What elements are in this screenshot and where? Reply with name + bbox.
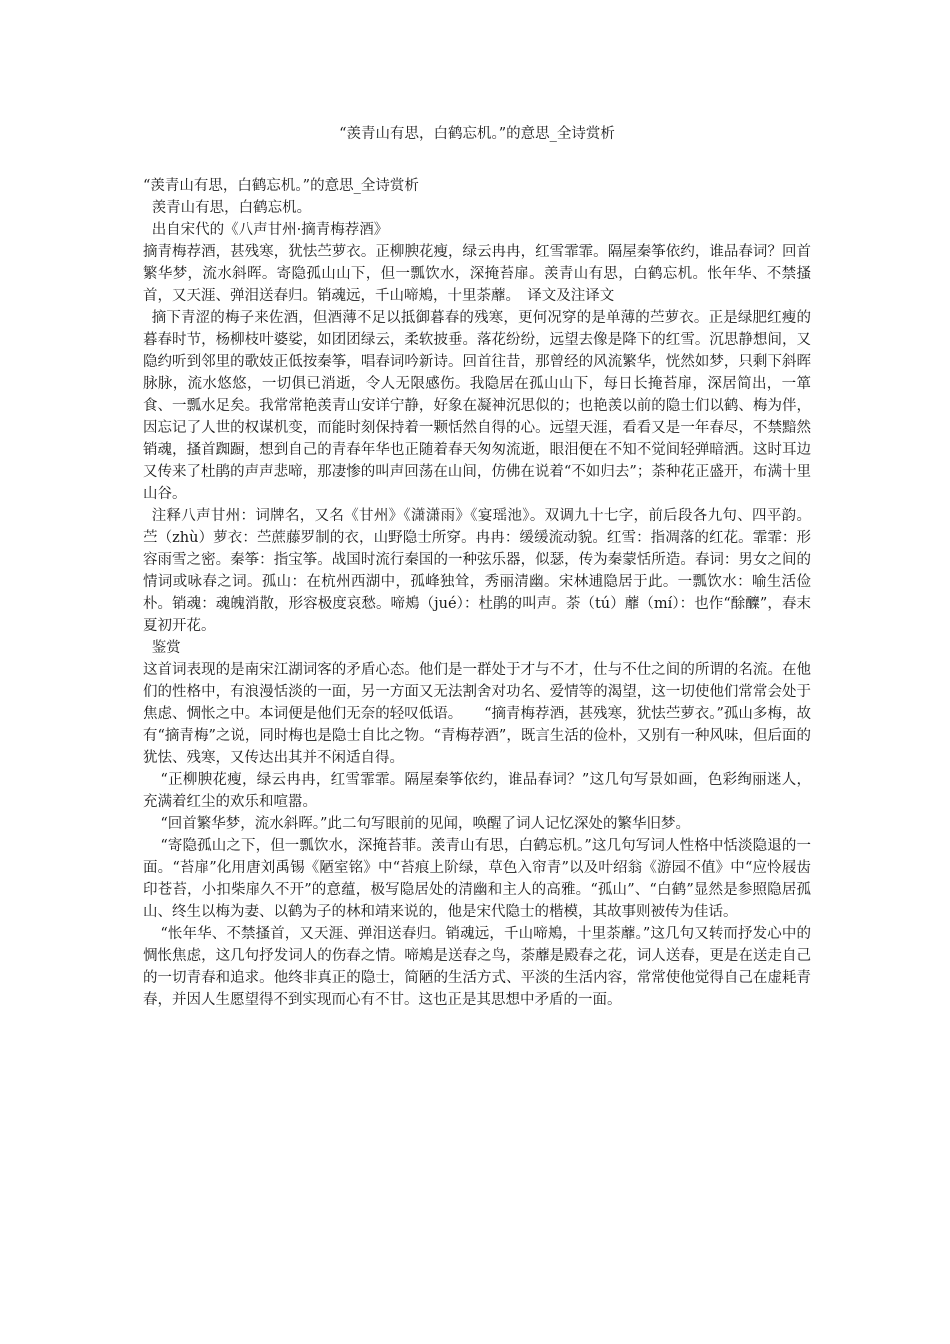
paragraph-poem-text: 摘青梅荐酒，甚残寒，犹怯苎萝衣。正柳腴花瘦，绿云冉冉，红雪霏霏。隔屋秦筝依约，谁品春词？回首繁华梦，流水斜晖。寄隐孤山山下，但一瓢饮水，深掩苔扉。羡青山有思，白鹤忘机。怅年华、不禁搔首，又天涯、弹泪送春归。销魂远，千山啼鴂，十里荼蘼。 译文及注译文 (143, 244, 811, 304)
paragraph-appreciation-heading: 鉴赏 (151, 640, 181, 656)
paragraph-appreciation-5: “怅年华、不禁搔首，又天涯、弹泪送春归。销魂远，千山啼鴂，十里荼蘼。”这几句又转而抒发心中的惆怅焦虑，这几句抒发词人的伤春之情。啼鴂是送春之鸟，荼蘼是殿春之花，词人送春，更是在送走自己的一切青春和追求。他终非真正的隐士，简陋的生活方式、平淡的生活内容，常常使他觉得自己在虚耗青春，并因人生愿望得不到实现而心有不甘。这也正是其思想中矛盾的一面。 (143, 926, 811, 1008)
paragraph-appreciation-1: 这首词表现的是南宋江湖词客的矛盾心态。他们是一群处于才与不才，仕与不仕之间的所谓的名流。在他们的性格中，有浪漫恬淡的一面，另一方面又无法割舍对功名、爱情等的渴望，这一切使他们常常会处于焦虑、惆怅之中。本词便是他们无奈的轻叹低语。 “摘青梅荐酒，甚残寒，犹怯苎萝衣。”孤山多梅，故有“摘青梅”之说，同时梅也是隐士自比之物。“青梅荐酒”，既言生活的俭朴，又别有一种风味，但后面的犹怯、残寒，又传达出其并不闲适自得。 (143, 662, 811, 766)
document-body (143, 175, 811, 1011)
paragraph-quote-line: 羡青山有思，白鹤忘机。 (151, 200, 312, 216)
page-title: “羡青山有思，白鹤忘机。”的意思_全诗赏析 (339, 126, 615, 142)
paragraph-translation: 摘下青涩的梅子来佐酒，但酒薄不足以抵御暮春的残寒，更何况穿的是单薄的苎萝衣。正是绿肥红瘦的暮春时节，杨柳枝叶婆娑，如团团绿云，柔软披垂。落花纷纷，远望去像是降下的红雪。沉思静想间，又隐约听到邻里的歌妓正低按秦筝，唱春词吟新诗。回首往昔，那曾经的风流繁华，恍然如梦，只剩下斜晖脉脉，流水悠悠，一切俱已消逝，令人无限感伤。我隐居在孤山山下，每日长掩苔扉，深居简出，一箪食、一瓢水足矣。我常常艳羡青山安详宁静，好象在凝神沉思似的；也艳羡以前的隐士们以鹤、梅为伴，因忘记了人世的权谋机变，而能时刻保持着一颗恬然自得的心。远望天涯，看看又是一年春尽，不禁黯然销魂，搔首踟蹰，想到自己的青春年华也正随着春天匆匆流逝，眼泪便在不知不觉间轻弹暗洒。这时耳边又传来了杜鹃的声声悲啼，那凄惨的叫声回荡在山间，仿佛在说着“不如归去”；荼种花正盛开，布满十里山谷。 (143, 310, 811, 502)
paragraph-appreciation-3: “回首繁华梦，流水斜晖。”此二句写眼前的见闻，唤醒了词人记忆深处的繁华旧梦。 (160, 816, 690, 832)
paragraph-heading-repeat: “羡青山有思，白鹤忘机。”的意思_全诗赏析 (143, 178, 419, 194)
paragraph-notes: 注释八声甘州：词牌名，又名《甘州》《潇潇雨》《宴瑶池》。双调九十七字，前后段各九句、四平韵。苎（zhù）萝衣：苎蔗藤罗制的衣，山野隐士所穿。冉冉：缓缓流动貌。红雪：指凋落的红花。霏霏：形容雨雪之密。秦筝：指宝筝。战国时流行秦国的一种弦乐器，似瑟，传为秦蒙恬所造。春词：男女之间的情词或咏春之词。孤山：在杭州西湖中，孤峰独耸，秀丽清幽。宋林逋隐居于此。一瓢饮水：喻生活俭朴。销魂：魂魄消散，形容极度哀愁。啼鴂（jué）：杜鹃的叫声。荼（tú）蘼（mí）：也作“酴醾”，春末夏初开花。 (143, 508, 811, 634)
paragraph-appreciation-4: “寄隐孤山之下，但一瓢饮水，深掩苔菲。羡青山有思，白鹤忘机。”这几句写词人性格中恬淡隐退的一面。“苔扉”化用唐刘禹锡《陋室铭》中“苔痕上阶绿，草色入帘青”以及叶绍翁《游园不值》中“应怜屐齿印苍苔，小扣柴扉久不开”的意蕴，极写隐居处的清幽和主人的高雅。“孤山”、“白鹤”显然是参照隐居孤山、终生以梅为妻、以鹤为子的林和靖来说的，他是宋代隐士的楷模，其故事则被传为佳话。 (143, 838, 811, 920)
paragraph-appreciation-2: “正柳腴花瘦，绿云冉冉，红雪霏霏。隔屋秦筝依约，谁品春词？”这几句写景如画，色彩绚丽迷人，充满着红尘的欢乐和喧嚣。 (143, 772, 811, 810)
paragraph-source: 出自宋代的《八声甘州·摘青梅荐酒》 (151, 222, 389, 238)
